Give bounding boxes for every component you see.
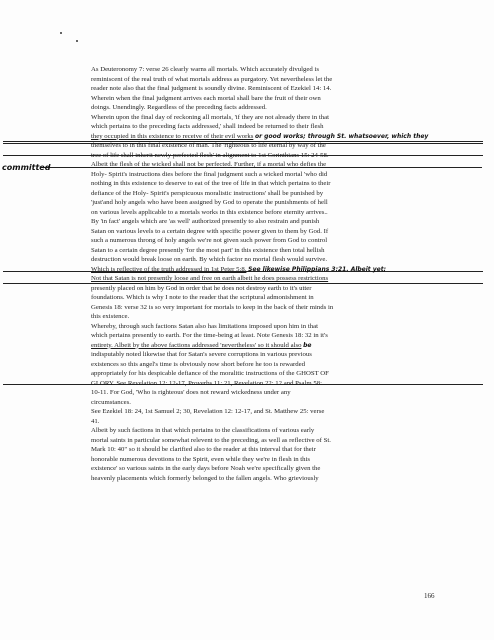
scan-speck [76, 40, 78, 42]
text-line: doings. Unendingly. Regardless of the preceding facts addressed. [91, 104, 267, 111]
handwritten-note: See likewise Philippians 3:21. Albeit yet; [248, 265, 387, 273]
text-line: themselves to in this final existence of man. The 'righteous to life eternal by way of the [91, 142, 326, 149]
text-line: As Deuteronomy 7: verse 26 clearly warns all mortals. Which accurately divulged is [91, 66, 319, 73]
text-line-segment: Which is reflective of the truth addressed in 1st Peter 5:8. [91, 265, 247, 273]
text-line: indisputably noted likewise that for Satan's severe corruptions in various previous [91, 351, 312, 358]
text-line: Albeit by such factions in that which pertains to the classifications of various early [91, 427, 315, 434]
text-line: Holy- Spirit's instructions dies before the final judgment such a wicked mortal 'who did [91, 170, 328, 178]
text-line: presently placed on him by God in order that he does not destroy earth to it's utter [91, 284, 312, 292]
text-line: 'just'and holy angels who have been assigned by God to operate the punishments of hell [91, 199, 328, 206]
handwritten-note: be [303, 341, 312, 349]
scan-speck [60, 32, 62, 34]
text-line: which pertains to the preceding facts addressed,' shall indeed be returned to their flesh [91, 123, 324, 130]
text-line: appropriately for his despicable defiance of the moralitic instructions of the GHOST OF [91, 370, 329, 377]
text-line: See Ezekiel 18: 24, 1st Samuel 2; 30, Revelation 12: 12-17, and St. Matthew 25: verse [91, 408, 325, 415]
text-line: honorable numerous devotions to the Spirit, even while they we're in flesh in this [91, 455, 311, 463]
text-line: Genesis 18: verse 32 is so very important for mortals to keep in the back of their minds in [91, 303, 334, 311]
text-line: Whereby, through such factions Satan also has limitations imposed upon him in that [91, 322, 318, 330]
text-line: mortal saints in particular somewhat relevent to the preceding, as well as reflective of St. [91, 436, 331, 444]
text-line: reader note also that the final judgment is soundly divine. Reminiscent of Ezekiel 14: 14. [91, 85, 332, 92]
text-line: which pertains presently to earth. For the time-being at least. Note Genesis 18: 32 in it's [91, 332, 328, 339]
text-line: existence' so various saints in the early days before Noah we're specifically given the [91, 465, 321, 472]
text-line: GLORY. See Revelation 12: 12-17, Proverbs 11: 21, Revelation 22: 12 and Psalm 58: [91, 379, 322, 387]
text-line: 41. [91, 417, 100, 425]
text-line: destruction would break loose on earth. By which factor no mortal flesh would survive. [91, 256, 328, 263]
margin-note-committed: committed [2, 163, 51, 172]
text-line-underlined [91, 341, 441, 351]
text-line: tree of life shall inherit newly perfected flesh' in alignment to 1st Corinthians 15: 24-58. [91, 151, 329, 159]
text-line-underlined [91, 265, 441, 275]
text-line: Mark 10: 40" so it should be clarified also to the reader at this interval that for their [91, 446, 316, 453]
text-line: circumstances. [91, 398, 131, 406]
text-line: Wherein when the final judgment arrives each mortal shall bare the fruit of their own [91, 94, 321, 102]
text-line: 10-11. For God, 'Who is righteous' does not reward wickedness under any [91, 389, 291, 396]
text-line-segment: they occupied in this existence to receive of their evil works [91, 132, 254, 140]
text-line: reminiscent of the real truth of what mortals address as purgatory. Yet nevertheless let the [91, 75, 333, 83]
text-line: Albeit the flesh of the wicked shall not be perfected. Further, if a mortal who defies the [91, 161, 327, 168]
handwritten-note: or good works; through St. whatsoever, which they [255, 132, 429, 140]
text-line-segment: entirety. Albeit by the above factions addressed 'nevertheless' so it should also [91, 341, 302, 349]
text-line: existences so this angel's time is obviously now short before he too is rewarded [91, 360, 305, 368]
text-line: this existence. [91, 313, 130, 320]
text-line: heavenly placements which formerly belonged to the fallen angels. Who grieviously [91, 474, 319, 482]
text-line: on various levels applicable to a mortals works in this existence before eternity arrives.. [91, 208, 328, 216]
text-line-underlined [91, 132, 441, 142]
text-line: nothing in this existence to deserve to eat of the tree of life in that which pertains to their [91, 180, 331, 187]
text-line: foundations. Which is why I note to the reader that the scriptural admonishment in [91, 294, 314, 301]
body-text [91, 65, 441, 483]
text-line: Satan on various levels to a certain degree with specific power given to them by God. If [91, 227, 329, 235]
text-line: By 'in fact' angels which are 'as well' authorized presently to also restrain and punish [91, 218, 320, 225]
text-line: Wherein upon the final day of reckoning all mortals, 'if they are not already there in that [91, 113, 329, 121]
page-number: 166 [424, 592, 435, 600]
text-line: such a numerous throng of holy angels we're not given such power from God to control [91, 237, 328, 244]
text-line: defiance of the Holy- Spirit's perspicuous moralistic instructions' shall be punished by [91, 189, 324, 197]
text-line: Satan to a certain degree presently 'for the most part' in this existence then total hellish [91, 246, 325, 254]
text-line: Not that Satan is not presently loose and free on earth albeit he does possess restrictions [91, 275, 329, 282]
